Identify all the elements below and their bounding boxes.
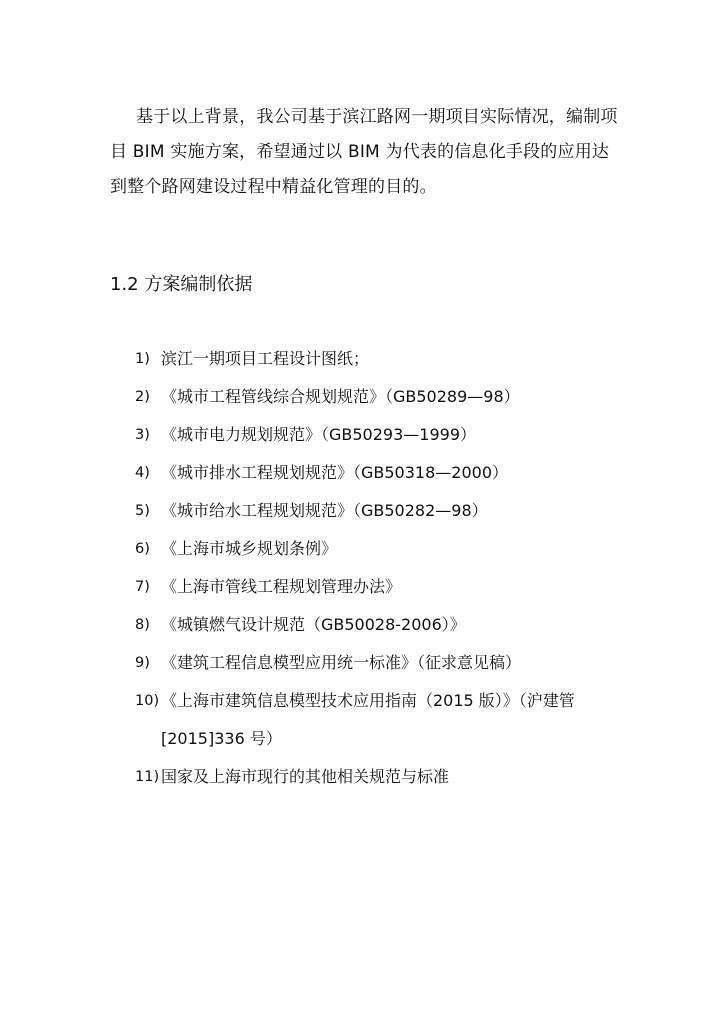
list-item-number: 3) <box>135 427 150 443</box>
list-item <box>135 340 625 378</box>
list-item-number: 11) <box>135 769 160 785</box>
list-item-number: 4) <box>135 465 150 481</box>
list-item-number: 5) <box>135 503 150 519</box>
list-item <box>135 492 625 530</box>
list-item-text: 《上海市建筑信息模型技术应用指南（2015 版）》（沪建管[2015]336 号） <box>161 691 575 748</box>
list-item-text: 《建筑工程信息模型应用统一标准》（征求意见稿） <box>161 653 522 672</box>
list-item <box>135 606 625 644</box>
list-item-number: 8) <box>135 617 150 633</box>
list-item <box>135 530 625 568</box>
list-item-text: 《城镇燃气设计规范（GB50028-2006）》 <box>161 615 466 634</box>
list-item-number: 2) <box>135 389 150 405</box>
list-item-text: 《城市电力规划规范》（GB50293—1999） <box>161 425 476 444</box>
list-item-number: 9) <box>135 655 150 671</box>
list-item <box>135 644 625 682</box>
list-item <box>135 758 625 796</box>
list-item-number: 1) <box>135 351 150 367</box>
list-item-text: 《上海市管线工程规划管理办法》 <box>161 577 402 596</box>
list-item-text: 《城市给水工程规划规范》（GB50282—98） <box>161 501 488 520</box>
list-item-number: 10) <box>135 693 160 709</box>
list-item <box>135 568 625 606</box>
reference-list <box>135 340 625 796</box>
list-item <box>135 416 625 454</box>
list-item-text: 滨江一期项目工程设计图纸； <box>161 349 370 368</box>
list-item-text: 《城市排水工程规划规范》（GB50318—2000） <box>161 463 508 482</box>
list-item <box>135 682 625 758</box>
list-item <box>135 454 625 492</box>
list-item-text: 国家及上海市现行的其他相关规范与标准 <box>161 767 450 786</box>
list-item-number: 7) <box>135 579 150 595</box>
list-item <box>135 378 625 416</box>
section-heading: 1.2 方案编制依据 <box>110 274 253 295</box>
intro-paragraph: 基于以上背景，我公司基于滨江路网一期项目实际情况，编制项目 BIM 实施方案，希望通过以 BIM 为代表的信息化手段的应用达到整个路网建设过程中精益化管理的目的。 <box>110 107 618 197</box>
list-item-text: 《上海市城乡规划条例》 <box>161 539 338 558</box>
list-item-number: 6) <box>135 541 150 557</box>
list-item-text: 《城市工程管线综合规划规范》（GB50289—98） <box>161 387 520 406</box>
